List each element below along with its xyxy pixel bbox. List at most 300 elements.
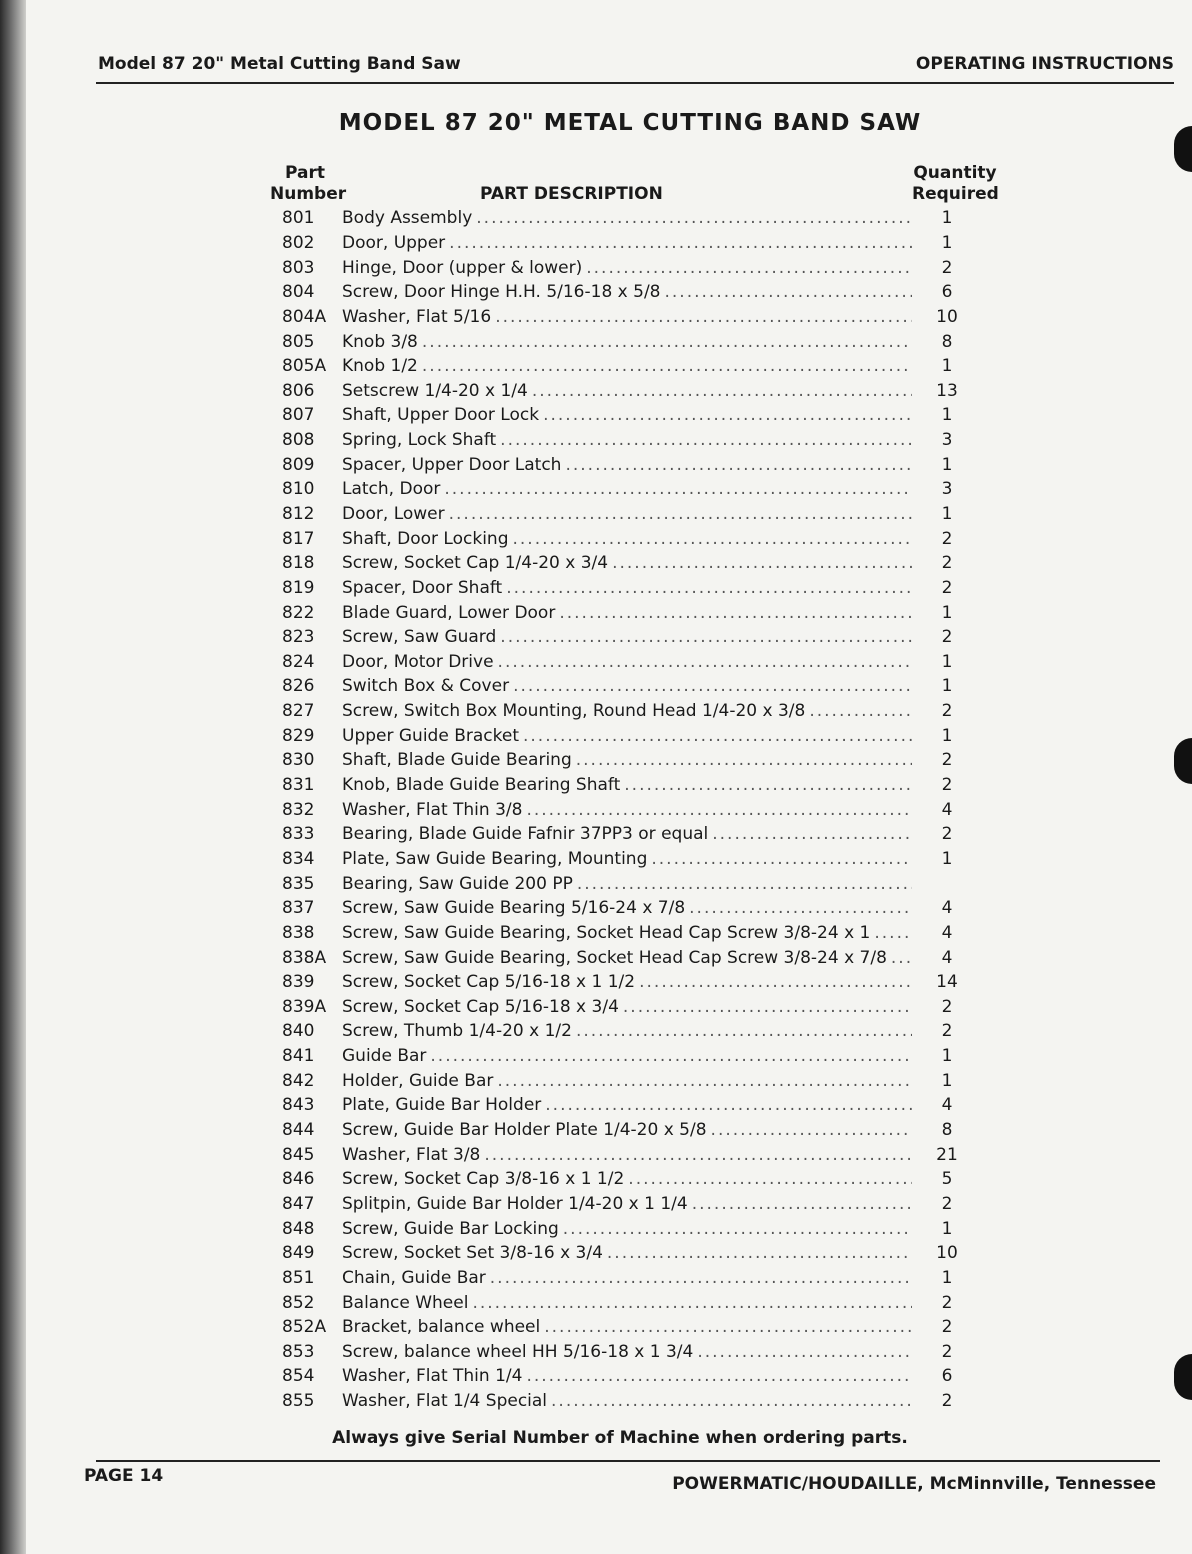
part-quantity: 4 [941,898,953,919]
part-description-text: Balance Wheel [342,1292,469,1313]
leader-dots [449,504,912,524]
part-number: 853 [282,1341,315,1362]
list-item [282,1389,982,1414]
part-number: 827 [282,701,315,722]
part-description-text: Guide Bar [342,1046,427,1067]
leader-dots [422,332,912,352]
col-header-part-line1: Part [285,163,325,183]
part-description-text: Washer, Flat Thin 1/4 [342,1366,523,1387]
leader-dots [472,1293,912,1313]
part-description-text: Screw, Saw Guide Bearing, Socket Head Cap Screw 3/8-24 x 1 [342,922,871,943]
part-quantity: 2 [941,775,953,796]
part-description-text: Knob 1/2 [342,356,418,377]
part-number: 809 [282,454,315,475]
part-description [342,258,912,278]
part-quantity: 4 [941,922,953,943]
part-quantity: 2 [941,1391,953,1412]
leader-dots [628,1169,912,1189]
list-item [282,1068,982,1093]
leader-dots [689,898,912,918]
list-item [282,502,982,527]
part-quantity: 2 [941,1341,953,1362]
list-item [282,231,982,256]
list-item [282,970,982,995]
list-item [282,1216,982,1241]
part-number: 854 [282,1366,315,1387]
binder-hole [1174,126,1192,172]
part-description-text: Bearing, Saw Guide 200 PP [342,873,573,894]
leader-dots [422,356,912,376]
part-number: 817 [282,528,315,549]
part-quantity: 1 [941,651,953,672]
page-title: MODEL 87 20" METAL CUTTING BAND SAW [338,110,922,136]
leader-dots [498,652,912,672]
leader-dots [712,824,912,844]
part-description-text: Washer, Flat Thin 3/8 [342,799,523,820]
leader-dots [563,1219,912,1239]
list-item [282,625,982,650]
leader-dots [586,258,912,278]
page-number: PAGE 14 [84,1466,164,1486]
part-quantity: 1 [941,1070,953,1091]
part-quantity: 10 [936,306,958,327]
part-quantity: 3 [941,430,953,451]
leader-dots [576,1021,912,1041]
header-section: OPERATING INSTRUCTIONS [915,54,1174,74]
part-quantity: 2 [941,627,953,648]
part-quantity: 1 [941,1218,953,1239]
part-description-text: Shaft, Blade Guide Bearing [342,750,572,771]
part-description-text: Screw, Socket Cap 5/16-18 x 1 1/2 [342,972,636,993]
leader-dots [639,972,912,992]
part-description-text: Latch, Door [342,479,441,500]
list-item [282,921,982,946]
ordering-note: Always give Serial Number of Machine when ordering parts. [332,1428,908,1448]
page-edge-shadow [0,0,26,1554]
part-description-text: Screw, Switch Box Mounting, Round Head 1/4-20 x 3/8 [342,701,806,722]
part-description [342,1219,912,1239]
part-quantity: 5 [941,1169,953,1190]
leader-dots [497,1071,912,1091]
part-number: 802 [282,232,315,253]
part-number: 806 [282,380,315,401]
part-quantity: 1 [941,848,953,869]
part-description-text: Screw, Socket Cap 5/16-18 x 3/4 [342,996,619,1017]
list-item [282,600,982,625]
part-number: 839 [282,972,315,993]
part-quantity: 2 [941,1193,953,1214]
part-quantity: 14 [936,972,958,993]
list-item [282,1167,982,1192]
part-description-text: Plate, Saw Guide Bearing, Mounting [342,848,648,869]
part-description-text: Spring, Lock Shaft [342,430,497,451]
leader-dots [809,701,912,721]
part-quantity: 10 [936,1243,958,1264]
part-description-text: Door, Motor Drive [342,651,494,672]
part-number: 851 [282,1267,315,1288]
part-description-text: Knob, Blade Guide Bearing Shaft [342,775,621,796]
col-header-part-line2: Number [270,184,347,204]
leader-dots [559,603,912,623]
list-item [282,1339,982,1364]
part-description [342,1120,912,1140]
list-item [282,428,982,453]
part-number: 819 [282,577,315,598]
leader-dots [545,1095,912,1115]
part-number: 831 [282,775,315,796]
leader-dots [544,1317,912,1337]
list-item [282,255,982,280]
part-description [342,824,912,844]
part-description-text: Screw, Socket Cap 3/8-16 x 1 1/2 [342,1169,625,1190]
part-description [342,676,912,696]
col-header-description: PART DESCRIPTION [480,184,663,204]
part-number: 830 [282,750,315,771]
part-description [342,1243,912,1263]
list-item [282,847,982,872]
list-item [282,1364,982,1389]
col-header-qty-line2: Required [912,184,999,204]
part-number: 823 [282,627,315,648]
part-quantity: 1 [941,454,953,475]
part-number: 824 [282,651,315,672]
binder-hole [1174,738,1192,784]
part-description-text: Hinge, Door (upper & lower) [342,257,583,278]
part-description [342,898,912,918]
part-description [342,1169,912,1189]
part-description-text: Bearing, Blade Guide Fafnir 37PP3 or equal [342,824,709,845]
header-rule [96,82,1174,84]
part-number: 846 [282,1169,315,1190]
part-description-text: Screw, Saw Guide Bearing 5/16-24 x 7/8 [342,898,686,919]
leader-dots [526,1366,912,1386]
list-item [282,945,982,970]
part-description [342,578,912,598]
binder-hole [1174,1354,1192,1400]
leader-dots [692,1194,912,1214]
part-description-text: Blade Guard, Lower Door [342,602,556,623]
part-quantity: 1 [941,1267,953,1288]
part-quantity: 6 [941,1366,953,1387]
leader-dots [711,1120,912,1140]
leader-dots [449,233,912,253]
list-item [282,723,982,748]
part-quantity: 2 [941,257,953,278]
part-description [342,775,912,795]
leader-dots [526,800,912,820]
part-description [342,849,912,869]
part-description [342,701,912,721]
leader-dots [476,208,912,228]
part-number: 801 [282,208,315,229]
part-number: 841 [282,1046,315,1067]
part-quantity: 1 [941,602,953,623]
part-description-text: Screw, Socket Set 3/8-16 x 3/4 [342,1243,603,1264]
part-description [342,627,912,647]
part-description [342,1293,912,1313]
part-number: 842 [282,1070,315,1091]
part-quantity: 1 [941,405,953,426]
leader-dots [612,553,912,573]
part-description [342,1145,912,1165]
list-item [282,354,982,379]
part-number: 837 [282,898,315,919]
part-quantity: 2 [941,528,953,549]
part-description-text: Washer, Flat 5/16 [342,306,492,327]
part-description-text: Door, Lower [342,504,445,524]
leader-dots [624,775,912,795]
part-number: 832 [282,799,315,820]
part-description-text: Setscrew 1/4-20 x 1/4 [342,380,528,401]
part-description-text: Shaft, Door Locking [342,528,509,549]
leader-dots [697,1342,912,1362]
part-number: 844 [282,1120,315,1141]
list-item [282,995,982,1020]
leader-dots [551,1391,912,1411]
part-description-text: Screw, Socket Cap 1/4-20 x 3/4 [342,553,609,574]
part-number: 839A [282,996,327,1017]
part-description [342,1071,912,1091]
part-description [342,381,912,401]
list-item [282,699,982,724]
part-description [342,504,912,524]
part-description [342,997,912,1017]
part-number: 852A [282,1317,327,1338]
leader-dots [651,849,912,869]
part-description-text: Washer, Flat 1/4 Special [342,1391,548,1412]
part-description [342,1194,912,1214]
part-description [342,874,912,894]
part-quantity: 1 [941,208,953,229]
part-description-text: Screw, Thumb 1/4-20 x 1/2 [342,1021,572,1042]
part-number: 812 [282,504,315,524]
part-quantity: 4 [941,947,953,968]
part-number: 833 [282,824,315,845]
part-description-text: Bracket, balance wheel [342,1317,541,1338]
part-description-text: Upper Guide Bracket [342,725,519,746]
list-item [282,576,982,601]
list-item [282,822,982,847]
list-item [282,674,982,699]
leader-dots [513,676,912,696]
leader-dots [543,405,912,425]
leader-dots [495,307,912,327]
leader-dots [607,1243,912,1263]
list-item [282,526,982,551]
leader-dots [576,750,912,770]
part-description [342,1268,912,1288]
part-description-text: Spacer, Upper Door Latch [342,454,562,475]
part-quantity: 4 [941,1095,953,1116]
leader-dots [891,948,912,968]
leader-dots [490,1268,912,1288]
parts-list [282,206,982,1413]
part-description-text: Screw, balance wheel HH 5/16-18 x 1 3/4 [342,1341,694,1362]
part-description-text: Chain, Guide Bar [342,1267,486,1288]
list-item [282,1044,982,1069]
part-description [342,282,912,302]
list-item [282,1290,982,1315]
leader-dots [523,726,912,746]
part-number: 810 [282,479,315,500]
part-description-text: Spacer, Door Shaft [342,577,503,598]
leader-dots [444,479,912,499]
part-number: 855 [282,1391,315,1412]
list-item [282,650,982,675]
part-description [342,208,912,228]
part-quantity: 2 [941,1021,953,1042]
part-quantity: 1 [941,232,953,253]
part-description-text: Shaft, Upper Door Lock [342,405,540,426]
list-item [282,1266,982,1291]
leader-dots [484,1145,912,1165]
part-description-text: Holder, Guide Bar [342,1070,494,1091]
list-item [282,1315,982,1340]
part-quantity: 2 [941,1317,953,1338]
part-number: 826 [282,676,315,697]
part-quantity: 21 [936,1144,958,1165]
part-number: 838 [282,922,315,943]
list-item [282,378,982,403]
part-quantity: 4 [941,799,953,820]
part-description-text: Body Assembly [342,208,473,229]
page-header [98,54,1174,80]
part-quantity: 2 [941,701,953,722]
part-quantity: 2 [941,750,953,771]
list-item [282,1241,982,1266]
part-number: 838A [282,947,327,968]
list-item [282,773,982,798]
part-quantity: 8 [941,331,953,352]
part-number: 804A [282,306,327,327]
part-description [342,1342,912,1362]
part-description-text: Washer, Flat 3/8 [342,1144,481,1165]
list-item [282,1019,982,1044]
part-quantity: 2 [941,1292,953,1313]
list-item [282,896,982,921]
part-description-text: Knob 3/8 [342,331,418,352]
part-description [342,405,912,425]
part-description [342,1366,912,1386]
list-item [282,1142,982,1167]
part-description-text: Screw, Saw Guard [342,627,497,648]
part-description-text: Screw, Saw Guide Bearing, Socket Head Cap Screw 3/8-24 x 7/8 [342,947,887,968]
part-description [342,603,912,623]
part-number: 807 [282,405,315,426]
list-item [282,1093,982,1118]
part-description-text: Plate, Guide Bar Holder [342,1095,542,1116]
part-description [342,553,912,573]
part-description [342,972,912,992]
part-quantity: 1 [941,356,953,377]
leader-dots [500,430,912,450]
part-quantity: 1 [941,676,953,697]
part-quantity: 1 [941,504,953,524]
leader-dots [577,874,912,894]
part-quantity: 13 [936,380,958,401]
part-number: 822 [282,602,315,623]
part-description [342,430,912,450]
part-quantity: 1 [941,725,953,746]
part-description [342,750,912,770]
part-description-text: Screw, Guide Bar Holder Plate 1/4-20 x 5/8 [342,1120,707,1141]
part-quantity: 8 [941,1120,953,1141]
list-item [282,305,982,330]
list-item [282,206,982,231]
leader-dots [532,381,912,401]
leader-dots [506,578,912,598]
part-description [342,332,912,352]
part-number: 835 [282,873,315,894]
part-number: 840 [282,1021,315,1042]
list-item [282,403,982,428]
list-item [282,1192,982,1217]
part-quantity: 2 [941,577,953,598]
part-quantity: 6 [941,282,953,303]
list-item [282,477,982,502]
leader-dots [623,997,912,1017]
part-description [342,1046,912,1066]
part-description [342,356,912,376]
part-description [342,455,912,475]
list-item [282,797,982,822]
part-description [342,800,912,820]
col-header-part-number [270,163,347,205]
part-number: 845 [282,1144,315,1165]
part-quantity: 2 [941,553,953,574]
part-description [342,1317,912,1337]
part-description [342,948,912,968]
part-description-text: Screw, Guide Bar Locking [342,1218,559,1239]
leader-dots [874,923,912,943]
list-item [282,871,982,896]
footer-rule [96,1460,1160,1462]
list-item [282,329,982,354]
part-description [342,479,912,499]
leader-dots [500,627,912,647]
part-number: 818 [282,553,315,574]
list-item [282,280,982,305]
part-number: 829 [282,725,315,746]
part-number: 843 [282,1095,315,1116]
part-number: 849 [282,1243,315,1264]
col-header-qty-line1: Quantity [913,163,997,183]
part-description [342,1391,912,1411]
col-header-quantity [912,163,998,205]
part-description-text: Screw, Door Hinge H.H. 5/16-18 x 5/8 [342,282,661,303]
list-item [282,748,982,773]
part-number: 834 [282,848,315,869]
part-number: 805A [282,356,327,377]
part-number: 805 [282,331,315,352]
part-description [342,1095,912,1115]
list-item [282,1118,982,1143]
leader-dots [430,1046,912,1066]
part-number: 848 [282,1218,315,1239]
part-description [342,726,912,746]
header-model: Model 87 20" Metal Cutting Band Saw [98,54,461,74]
list-item [282,551,982,576]
part-description-text: Splitpin, Guide Bar Holder 1/4-20 x 1 1/4 [342,1193,688,1214]
leader-dots [665,282,913,302]
part-description [342,307,912,327]
part-quantity: 2 [941,996,953,1017]
part-description [342,652,912,672]
part-description-text: Switch Box & Cover [342,676,510,697]
part-description [342,233,912,253]
part-quantity: 2 [941,824,953,845]
part-description [342,529,912,549]
